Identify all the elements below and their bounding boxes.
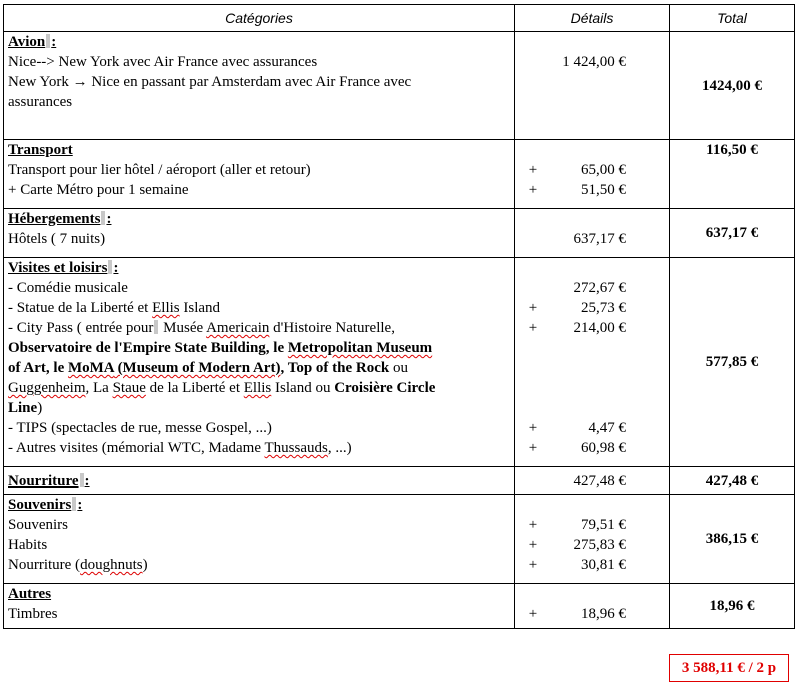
avion-line-3: assurances bbox=[8, 94, 73, 110]
plus-sign: + bbox=[528, 557, 538, 573]
avion-line-2: New York → Nice en passant par Amsterdam avec Air France avec bbox=[8, 74, 412, 90]
avion-category-cell bbox=[4, 32, 515, 140]
visites-amount-4: 4,47 € bbox=[588, 420, 626, 436]
nourriture-total: 427,48 € bbox=[670, 467, 795, 495]
souvenirs-title: Souvenirs : bbox=[8, 497, 83, 513]
transport-line-2: + Carte Métro pour 1 semaine bbox=[8, 182, 189, 198]
avion-line-1: Nice--> New York avec Air France avec assurances bbox=[8, 54, 318, 70]
souvenirs-total: 386,15 € bbox=[670, 495, 795, 584]
visites-line-2: - Statue de la Liberté et Ellis Island bbox=[8, 300, 221, 316]
edit-marker bbox=[80, 473, 84, 487]
grand-total: 3 588,11 € / 2 p bbox=[669, 654, 789, 682]
edit-marker bbox=[108, 260, 112, 274]
header-categories: Catégories bbox=[4, 5, 515, 32]
visites-details-cell bbox=[515, 258, 670, 467]
souvenirs-line-3: Nourriture (doughnuts) bbox=[8, 557, 148, 573]
visites-line-3: - City Pass ( entrée pour Musée Americain d'Histoire Naturelle, bbox=[8, 320, 395, 336]
row-autres bbox=[4, 584, 795, 629]
edit-marker bbox=[72, 497, 76, 511]
row-souvenirs bbox=[4, 495, 795, 584]
row-nourriture bbox=[4, 467, 795, 495]
edit-marker bbox=[101, 211, 105, 225]
avion-details-cell bbox=[515, 32, 670, 140]
row-transport bbox=[4, 140, 795, 209]
visites-line-tips: - TIPS (spectacles de rue, messe Gospel, ...) bbox=[8, 420, 272, 436]
citypass-line-4: Observatoire de l'Empire State Building, le Metropolitan Museum bbox=[8, 340, 433, 356]
transport-amount-2: 51,50 € bbox=[581, 182, 626, 198]
visites-amount-2: 25,73 € bbox=[581, 300, 626, 316]
plus-sign: + bbox=[528, 300, 538, 316]
plus-sign: + bbox=[528, 537, 538, 553]
transport-amount-1: 65,00 € bbox=[581, 162, 626, 178]
header-details: Détails bbox=[515, 5, 670, 32]
budget-table bbox=[3, 4, 795, 629]
hebergements-amount: 637,17 € bbox=[573, 231, 626, 247]
edit-marker bbox=[46, 34, 50, 48]
nourriture-category-cell bbox=[4, 467, 515, 495]
autres-line-1: Timbres bbox=[8, 606, 58, 622]
plus-sign: + bbox=[528, 420, 538, 436]
autres-details-cell bbox=[515, 584, 670, 629]
souvenirs-category-cell bbox=[4, 495, 515, 584]
edit-marker bbox=[154, 320, 158, 334]
souvenirs-line-1: Souvenirs bbox=[8, 517, 68, 533]
autres-total: 18,96 € bbox=[670, 584, 795, 629]
souvenirs-details-cell bbox=[515, 495, 670, 584]
plus-sign: + bbox=[528, 517, 538, 533]
plus-sign: + bbox=[528, 182, 538, 198]
plus-sign: + bbox=[528, 320, 538, 336]
autres-amount-1: 18,96 € bbox=[581, 606, 626, 622]
plus-sign: + bbox=[528, 606, 538, 622]
header-total: Total bbox=[670, 5, 795, 32]
transport-title: Transport bbox=[8, 142, 73, 158]
row-visites bbox=[4, 258, 795, 467]
citypass-line-6: Guggenheim, La Staue de la Liberté et Ellis Island ou Croisière Circle bbox=[8, 380, 436, 396]
plus-sign: + bbox=[528, 162, 538, 178]
visites-title: Visites et loisirs : bbox=[8, 260, 119, 276]
row-hebergements bbox=[4, 209, 795, 258]
transport-details-cell bbox=[515, 140, 670, 209]
autres-category-cell bbox=[4, 584, 515, 629]
visites-amount-1: 272,67 € bbox=[573, 280, 626, 296]
autres-title: Autres bbox=[8, 586, 52, 602]
visites-amount-5: 60,98 € bbox=[581, 440, 626, 456]
hebergements-title: Hébergements : bbox=[8, 211, 112, 227]
visites-amount-3: 214,00 € bbox=[573, 320, 626, 336]
souvenirs-amount-1: 79,51 € bbox=[581, 517, 626, 533]
transport-line-1: Transport pour lier hôtel / aéroport (aller et retour) bbox=[8, 162, 311, 178]
nourriture-details-cell bbox=[515, 467, 670, 495]
hebergements-category-cell bbox=[4, 209, 515, 258]
visites-line-1: - Comédie musicale bbox=[8, 280, 128, 296]
row-avion bbox=[4, 32, 795, 140]
citypass-line-7: Line) bbox=[8, 400, 43, 416]
transport-category-cell bbox=[4, 140, 515, 209]
header-row bbox=[4, 5, 795, 32]
avion-total: 1424,00 € bbox=[670, 32, 795, 140]
visites-line-autres: - Autres visites (mémorial WTC, Madame Thussauds, ...) bbox=[8, 440, 352, 456]
souvenirs-amount-3: 30,81 € bbox=[581, 557, 626, 573]
nourriture-amount: 427,48 € bbox=[573, 472, 626, 489]
transport-total: 116,50 € bbox=[670, 140, 795, 209]
hebergements-details-cell bbox=[515, 209, 670, 258]
avion-title: Avion : bbox=[8, 34, 57, 50]
hebergements-total: 637,17 € bbox=[670, 209, 795, 258]
avion-amount: 1 424,00 € bbox=[562, 54, 626, 70]
citypass-line-5: of Art, le MoMA (Museum of Modern Art), Top of the Rock ou bbox=[8, 360, 408, 376]
hebergements-line-1: Hôtels ( 7 nuits) bbox=[8, 231, 106, 247]
nourriture-title: Nourriture : bbox=[8, 472, 90, 489]
souvenirs-amount-2: 275,83 € bbox=[573, 537, 626, 553]
souvenirs-line-2: Habits bbox=[8, 537, 48, 553]
visites-category-cell bbox=[4, 258, 515, 467]
visites-total: 577,85 € bbox=[670, 258, 795, 467]
plus-sign: + bbox=[528, 440, 538, 456]
